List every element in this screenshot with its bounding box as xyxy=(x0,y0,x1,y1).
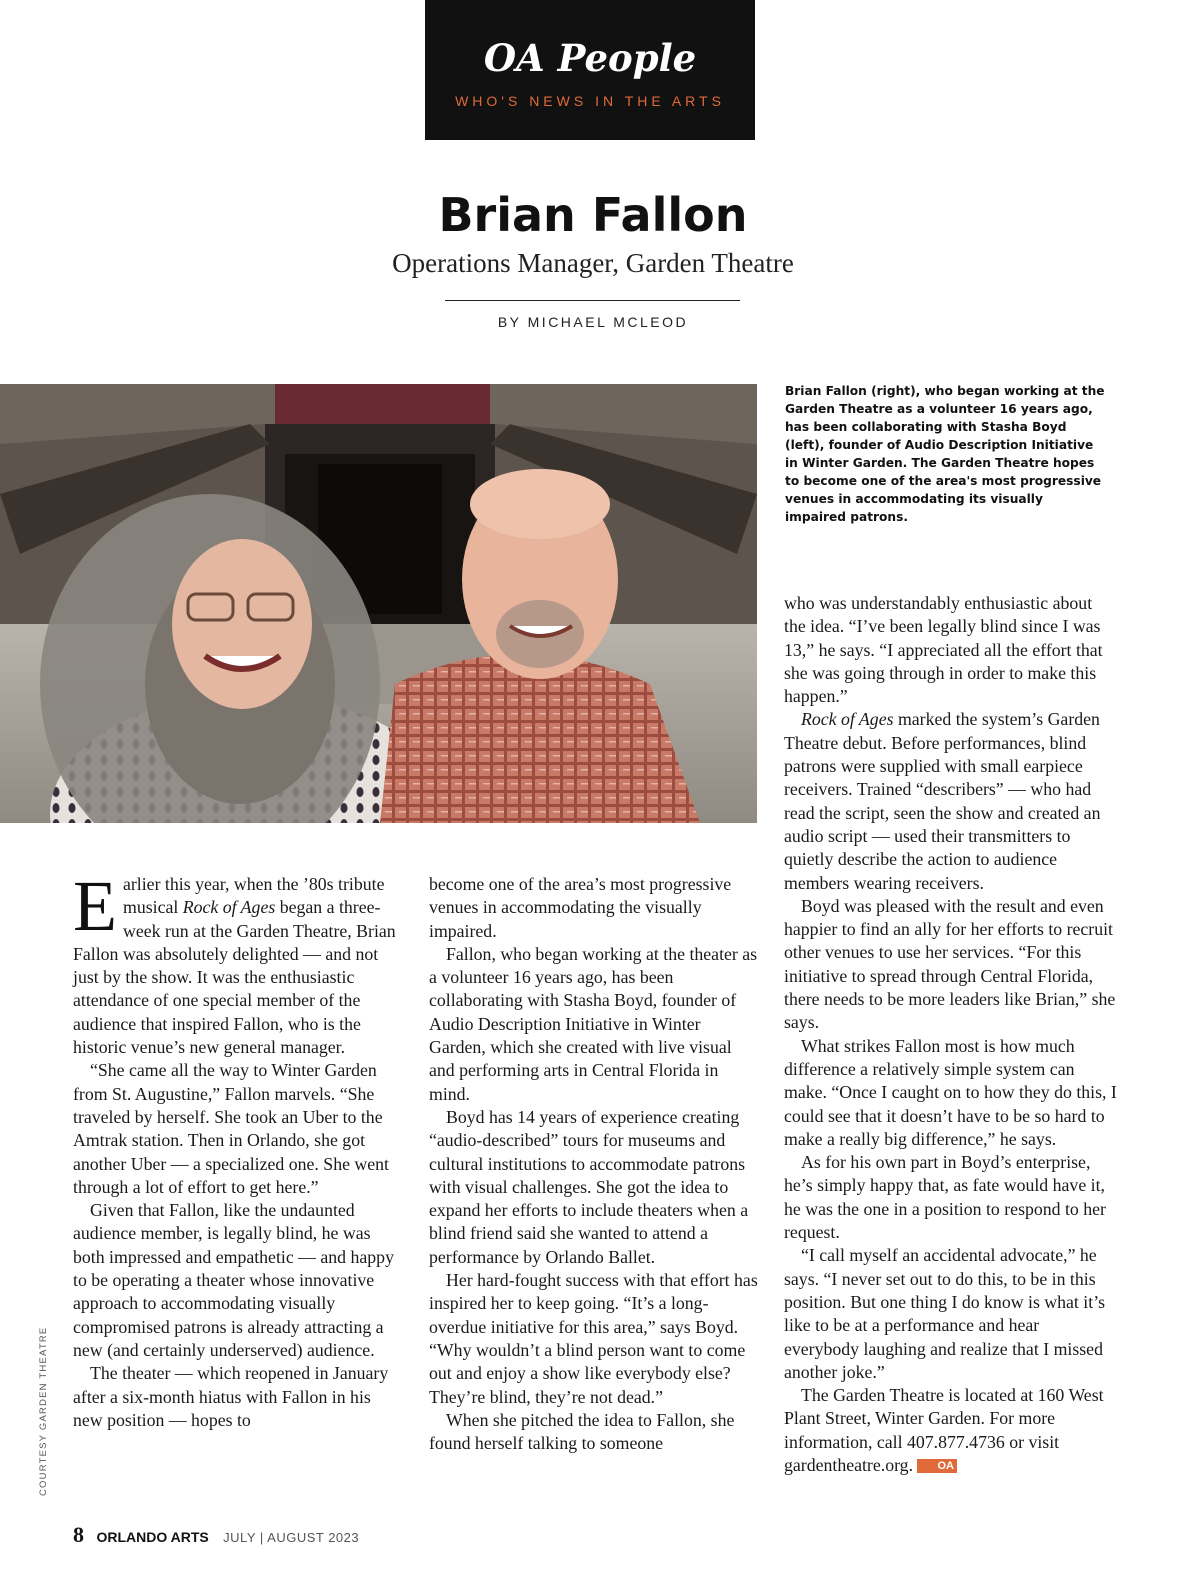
body-paragraph: Given that Fallon, like the undaunted audience member, is legally blind, he was both impressed and empathetic — and happy to be operating a theater whose innovative approach to accommodating visually compromised patrons is already attracting a new (and certainly underserved) audience. xyxy=(73,1200,394,1360)
section-subtitle: WHO'S NEWS IN THE ARTS xyxy=(455,93,725,109)
page-number: 8 xyxy=(73,1522,84,1547)
body-paragraph: The theater — which reopened in January after a six-month hiatus with Fallon in his new position — hopes to xyxy=(73,1363,389,1430)
body-paragraph: As for his own part in Boyd’s enterprise, he’s simply happy that, as fate would have it, he was the one in a position to respond to her request. xyxy=(784,1152,1106,1243)
body-paragraph: What strikes Fallon most is how much difference a relatively simple system can make. “Once I caught on to how they do this, I could see that it doesn’t have to be so hard to make a really big difference,” he says. xyxy=(784,1035,1117,1149)
article-title: Brian Fallon xyxy=(438,188,748,242)
section-banner xyxy=(425,0,755,140)
body-paragraph: who was understandably enthusiastic about the idea. “I’ve been legally blind since I was 13,” he says. “I appreciated all the effort that she was going through in order to make this happen.” xyxy=(784,593,1103,707)
section-title: OA People xyxy=(483,36,697,80)
end-mark-icon: OA xyxy=(917,1459,957,1473)
title-divider xyxy=(445,300,740,301)
body-paragraph: Her hard-fought success with that effort has inspired her to keep going. “It’s a long-overdue initiative for this area,” says Boyd. “Why wouldn’t a blind person want to come out and enjoy a show like everybody else? They’re blind, they’re not dead.” xyxy=(429,1270,758,1407)
body-column-2 xyxy=(429,873,759,1455)
publication-name: ORLANDO ARTS xyxy=(96,1529,209,1545)
drop-cap: E xyxy=(73,866,117,946)
body-paragraph: Boyd has 14 years of experience creating “audio-described” tours for museums and cultural institutions to accommodate patrons with visual challenges. She got the idea to expand her efforts to include theaters when a blind friend said she wanted to attend a performance by Orlando Ballet. xyxy=(429,1106,749,1267)
body-paragraph: Earlier this year, when the ’80s tribute musical Rock of Ages began a three-week run at the Garden Theatre, Brian Fallon was absolutely delighted — and not just by the show. It was the enthusiastic attendance of one special member of the audience that inspired Fallon, who is the historic venue’s new general manager. xyxy=(73,866,396,1058)
body-paragraph: Boyd was pleased with the result and even happier to find an ally for her efforts to recruit other venues to use her services. “For this initiative to spread through Central Florida, there needs to be more leaders like Brian,” she says. xyxy=(784,895,1116,1033)
body-paragraph: The Garden Theatre is located at 160 West Plant Street, Winter Garden. For more information, call 407.877.4736 or visit gardentheatre.org. OA xyxy=(784,1385,1104,1475)
issue-date: JULY | AUGUST 2023 xyxy=(223,1530,360,1545)
body-paragraph: Fallon, who began working at the theater as a volunteer 16 years ago, has been collaborating with Stasha Boyd, founder of Audio Description Initiative in Winter Garden, which she created with live visual and performing arts in Central Florida in mind. xyxy=(429,943,758,1104)
article-subtitle: Operations Manager, Garden Theatre xyxy=(392,248,794,278)
byline: BY MICHAEL MCLEOD xyxy=(497,314,689,330)
body-column-1 xyxy=(73,866,403,1432)
page-footer xyxy=(73,1522,359,1548)
body-paragraph: When she pitched the idea to Fallon, she found herself talking to someone xyxy=(429,1409,735,1454)
photo-credit: COURTESY GARDEN THEATRE xyxy=(38,1326,49,1496)
body-paragraph: become one of the area’s most progressive venues in accommodating the visually impaired. xyxy=(429,874,732,941)
body-paragraph: Rock of Ages marked the system’s Garden Theatre debut. Before performances, blind patrons were supplied with small earpiece receivers. Trained “describers” — who had read the script, seen the show and created an audio script — used their transmitters to quietly describe the action to audience members wearing receivers. xyxy=(784,709,1101,893)
body-column-3 xyxy=(784,592,1118,1477)
photo-caption: Brian Fallon (right), who began working at the Garden Theatre as a volunteer 16 years ago, has been collaborating with Stasha Boyd (left), founder of Audio Description Initiative in Winter Garden. The Garden Theatre hopes to become one of the area's most progressive venues in accommodating its visually impaired patrons. xyxy=(785,384,1105,524)
body-paragraph: “She came all the way to Winter Garden from St. Augustine,” Fallon marvels. “She traveled by herself. She took an Uber to the Amtrak station. Then in Orlando, she got another Uber — a specialized one. She went through a lot of effort to get here.” xyxy=(73,1060,389,1197)
body-paragraph: “I call myself an accidental advocate,” he says. “I never set out to do this, to be in this position. But one thing I do know is what it’s like to be at a performance and hear everybody laughing and realize that I missed another joke.” xyxy=(784,1245,1106,1382)
article-photo xyxy=(0,384,757,823)
